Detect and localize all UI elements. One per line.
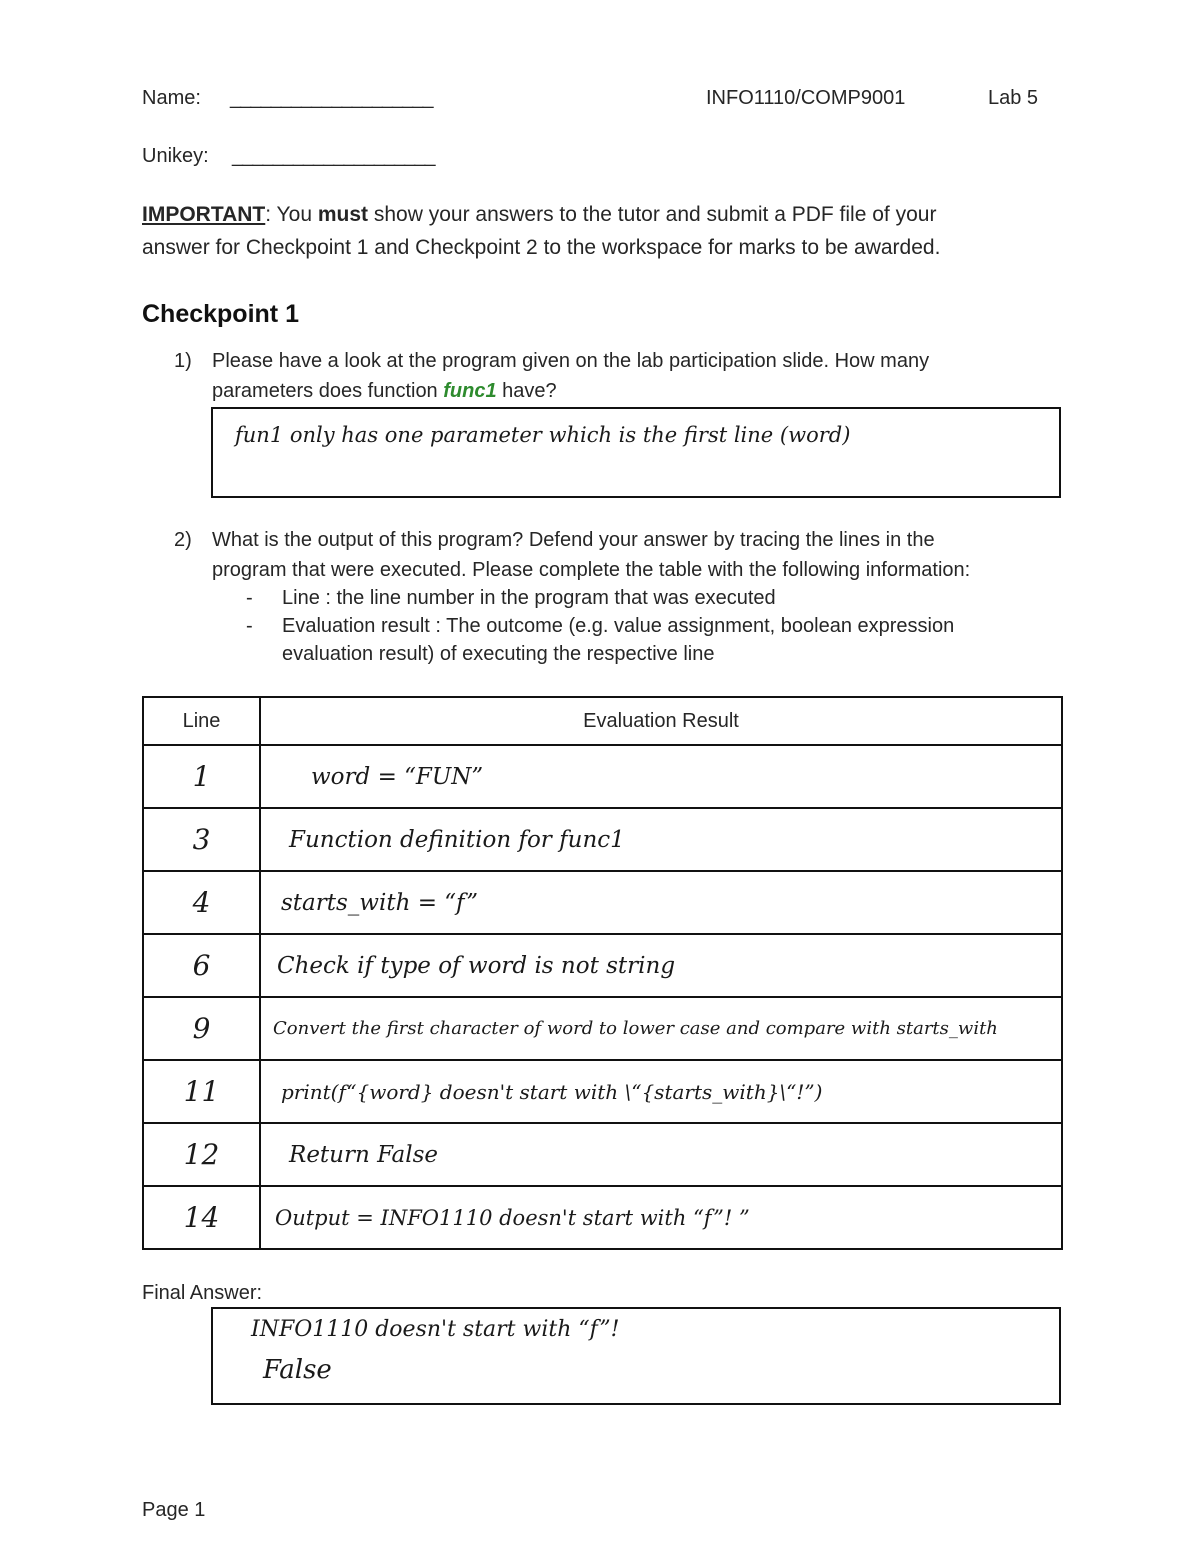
line-number-cell[interactable]: 6: [143, 934, 260, 997]
final-answer-line2: False: [263, 1355, 332, 1385]
table-header-row: [143, 697, 1062, 745]
checkpoint-title: Checkpoint 1: [142, 300, 299, 328]
line-number-cell[interactable]: 14: [143, 1186, 260, 1249]
important-line2: answer for Checkpoint 1 and Checkpoint 2 to the workspace for marks to be awarded.: [142, 236, 941, 259]
unikey-blank: ____________________: [232, 145, 435, 167]
result-cell[interactable]: Output = INFO1110 doesn't start with “f”! ”: [260, 1186, 1062, 1249]
table-row: [143, 871, 1062, 934]
table-row: [143, 1186, 1062, 1249]
important-sep: : You: [265, 203, 318, 226]
important-label: IMPORTANT: [142, 203, 266, 226]
result-cell[interactable]: print(f“{word} doesn't start with \“{starts_with}\“!”): [260, 1060, 1062, 1123]
result-cell[interactable]: word = “FUN”: [260, 745, 1062, 808]
func1-name: func1: [443, 380, 497, 402]
result-cell[interactable]: Function definition for func1: [260, 808, 1062, 871]
line-number-cell[interactable]: 12: [143, 1123, 260, 1186]
final-answer-label: Final Answer:: [142, 1282, 263, 1304]
table-row: [143, 1123, 1062, 1186]
bullet-dash: -: [246, 587, 253, 609]
must-emphasis: must: [317, 203, 369, 226]
result-cell[interactable]: starts_with = “f”: [260, 871, 1062, 934]
q1-number: 1): [174, 350, 192, 372]
line-number-cell[interactable]: 11: [143, 1060, 260, 1123]
result-cell[interactable]: Convert the first character of word to lower case and compare with starts_with: [260, 997, 1062, 1060]
final-answer-box[interactable]: [211, 1307, 1061, 1405]
course-code: INFO1110/COMP9001: [706, 87, 906, 109]
name-label: Name:: [142, 87, 201, 109]
name-blank: ____________________: [230, 87, 433, 109]
result-cell[interactable]: Check if type of word is not string: [260, 934, 1062, 997]
q1-answer: fun1 only has one parameter which is the first line (word): [235, 423, 851, 447]
line-number-cell[interactable]: 9: [143, 997, 260, 1060]
line-number-cell[interactable]: 4: [143, 871, 260, 934]
page-number: Page 1: [142, 1499, 206, 1521]
line-number-cell[interactable]: 1: [143, 745, 260, 808]
important-note: [142, 201, 936, 229]
table-row: [143, 934, 1062, 997]
bullet-eval-def: Evaluation result : The outcome (e.g. value assignment, boolean expression: [282, 615, 955, 637]
final-answer-line1: INFO1110 doesn't start with “f”!: [251, 1317, 620, 1342]
result-cell[interactable]: Return False: [260, 1123, 1062, 1186]
table-row: [143, 1060, 1062, 1123]
header-line: Line: [143, 697, 260, 745]
q2-number: 2): [174, 529, 192, 551]
table-row: [143, 745, 1062, 808]
unikey-label: Unikey:: [142, 145, 209, 167]
q1-line2-post: have?: [496, 380, 557, 402]
q2-line2: program that were executed. Please complete the table with the following information:: [212, 559, 971, 581]
header-evaluation-result: Evaluation Result: [260, 697, 1062, 745]
q1-line1: Please have a look at the program given on the lab participation slide. How many: [212, 350, 930, 372]
q2-line1: What is the output of this program? Defend your answer by tracing the lines in the: [212, 529, 935, 551]
q1-line2-pre: parameters does function: [212, 380, 444, 402]
table-row: [143, 808, 1062, 871]
q1-answer-box[interactable]: [211, 407, 1061, 498]
bullet-dash: -: [246, 615, 253, 637]
lab-number: Lab 5: [988, 87, 1039, 109]
important-rest: show your answers to the tutor and submit a PDF file of your: [368, 203, 937, 226]
trace-table: [142, 696, 1063, 1250]
line-number-cell[interactable]: 3: [143, 808, 260, 871]
bullet-eval-def-cont: evaluation result) of executing the respective line: [282, 643, 715, 665]
bullet-line-def: Line : the line number in the program that was executed: [282, 587, 776, 609]
table-row: [143, 997, 1062, 1060]
q1-line2: [212, 377, 557, 405]
